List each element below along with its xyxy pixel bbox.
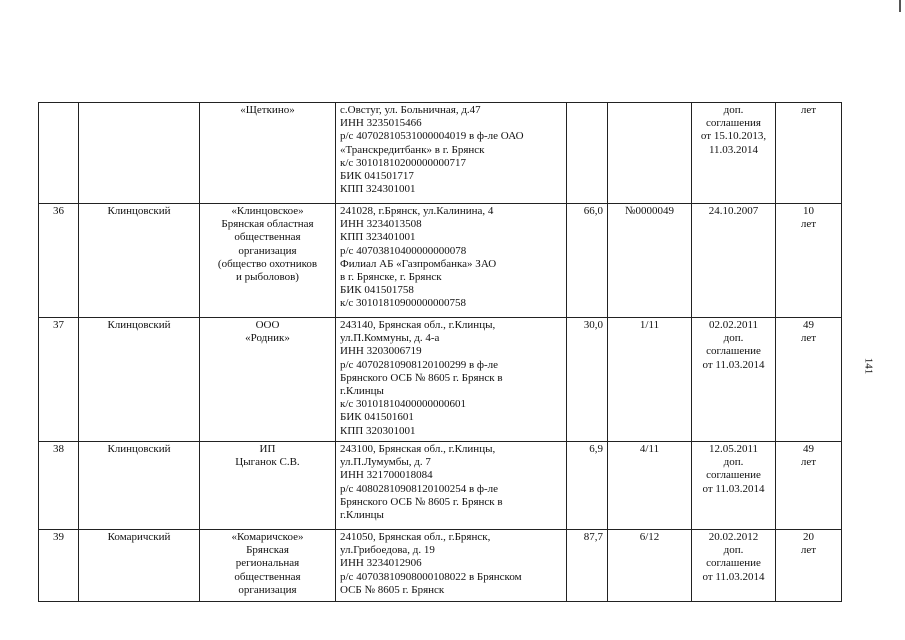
- cell-requisites-line: р/с 40703810908000108022 в Брянском: [340, 570, 522, 583]
- cell-requisites-line: р/с 40802810908120100254 в ф-ле: [340, 482, 499, 495]
- cell-requisites-line: 243100, Брянская обл., г.Клинцы,: [340, 443, 496, 455]
- cell-requisites-line: к/с 30101810200000000717: [340, 156, 467, 169]
- cell-date-line: 24.10.2007: [708, 205, 759, 217]
- cell-term-line: 49: [803, 319, 814, 331]
- table-body: [39, 103, 842, 602]
- cell-requisites: [336, 318, 567, 442]
- cell-organization-line: «Родник»: [245, 332, 290, 345]
- cell-document-number: [608, 103, 692, 204]
- cell-requisites-line: КПП 320301001: [340, 424, 416, 437]
- cell-term: [776, 530, 842, 602]
- cell-requisites-line: ИНН 3235015466: [340, 117, 422, 130]
- cell-date-line: 12.05.2011: [708, 443, 759, 455]
- cell-requisites-line: 241050, Брянская обл., г.Брянск,: [340, 531, 491, 543]
- cell-date: [692, 530, 776, 602]
- cell-requisites-line: ИНН 3203006719: [340, 345, 422, 358]
- cell-date-line: доп.: [723, 544, 744, 557]
- cell-requisites-line: КПП 323401001: [340, 231, 416, 244]
- cell-requisites-line: ИНН 3234013508: [340, 218, 422, 231]
- cell-number: 38: [39, 442, 79, 530]
- cell-requisites-line: 243140, Брянская обл., г.Клинцы,: [340, 319, 496, 331]
- cell-term-line: 49: [803, 443, 814, 455]
- cell-requisites: [336, 204, 567, 318]
- cell-date: [692, 204, 776, 318]
- cell-requisites-line: ИНН 3234012906: [340, 557, 422, 570]
- cell-requisites-line: к/с 30101810900000000758: [340, 297, 467, 310]
- cell-requisites-line: 241028, г.Брянск, ул.Калинина, 4: [340, 205, 494, 217]
- cell-requisites-line: БИК 041501717: [340, 170, 414, 183]
- cell-district: Клинцовский: [79, 204, 200, 318]
- table-row: [39, 103, 842, 204]
- cell-number: [39, 103, 79, 204]
- cell-area: 30,0: [567, 318, 608, 442]
- cell-term-line: лет: [800, 104, 817, 116]
- cell-date-line: соглашения: [706, 117, 761, 130]
- cell-requisites-line: БИК 041501601: [340, 411, 414, 424]
- cell-organization: [200, 318, 336, 442]
- cell-term-line: лет: [800, 544, 817, 557]
- cell-area: [567, 103, 608, 204]
- cell-district: Клинцовский: [79, 318, 200, 442]
- cell-date-line: соглашение: [706, 345, 761, 358]
- cell-organization-line: «Щеткино»: [240, 104, 295, 116]
- cell-document-number: 6/12: [608, 530, 692, 602]
- registry-table: [38, 102, 842, 602]
- cell-term: [776, 103, 842, 204]
- cell-district: Клинцовский: [79, 442, 200, 530]
- cell-term: [776, 442, 842, 530]
- cell-organization-line: Брянская: [246, 544, 289, 557]
- cell-date-line: от 11.03.2014: [702, 358, 765, 371]
- cell-requisites-line: Брянского ОСБ № 8605 г. Брянск в: [340, 495, 503, 508]
- cell-term-line: 20: [803, 531, 814, 543]
- cell-document-number: 4/11: [608, 442, 692, 530]
- cell-requisites-line: г.Клинцы: [340, 509, 384, 522]
- cell-number: 36: [39, 204, 79, 318]
- cell-date-line: 02.02.2011: [708, 319, 759, 331]
- cell-term: [776, 204, 842, 318]
- cell-organization: [200, 530, 336, 602]
- cell-requisites-line: ИНН 321700018084: [340, 469, 433, 482]
- table-row: [39, 318, 842, 442]
- cell-requisites-line: р/с 40702810908120100299 в ф-ле: [340, 358, 499, 371]
- cell-organization-line: региональная: [235, 557, 300, 570]
- cell-organization-line: общественная: [234, 231, 301, 244]
- cell-area: 66,0: [567, 204, 608, 318]
- table-row: [39, 442, 842, 530]
- cell-requisites: [336, 103, 567, 204]
- cell-organization-line: организация: [238, 244, 297, 257]
- cell-requisites-line: р/с 40703810400000000078: [340, 244, 467, 257]
- cell-date-line: от 11.03.2014: [702, 482, 765, 495]
- cell-requisites-line: КПП 324301001: [340, 183, 416, 196]
- cell-requisites: [336, 530, 567, 602]
- table-row: [39, 204, 842, 318]
- cell-organization-line: организация: [238, 583, 297, 596]
- cell-requisites-line: р/с 40702810531000004019 в ф-ле ОАО: [340, 130, 524, 143]
- cell-organization-line: «Клинцовское»: [231, 205, 304, 217]
- cell-requisites-line: Филиал АБ «Газпромбанка» ЗАО: [340, 257, 497, 270]
- cell-date-line: от 15.10.2013,: [700, 130, 767, 143]
- cell-date-line: от 11.03.2014: [702, 570, 765, 583]
- cell-term-line: 10: [803, 205, 814, 217]
- cell-date-line: соглашение: [706, 469, 761, 482]
- cell-organization-line: Брянская областная: [221, 218, 314, 231]
- cell-requisites-line: БИК 041501758: [340, 284, 414, 297]
- cell-requisites-line: в г. Брянске, г. Брянск: [340, 271, 442, 284]
- cell-date-line: доп.: [723, 104, 744, 116]
- cell-requisites-line: г.Клинцы: [340, 385, 384, 398]
- cell-organization-line: Цыганок С.В.: [235, 456, 300, 469]
- cell-number: 37: [39, 318, 79, 442]
- cell-organization-line: «Комаричское»: [231, 531, 304, 543]
- cell-date: [692, 442, 776, 530]
- cell-organization: [200, 442, 336, 530]
- cell-term-line: лет: [800, 332, 817, 345]
- cell-date-line: доп.: [723, 456, 744, 469]
- cell-document-number: 1/11: [608, 318, 692, 442]
- cell-term-line: лет: [800, 218, 817, 231]
- cell-organization-line: общественная: [234, 570, 301, 583]
- cell-requisites-line: с.Овстуг, ул. Больничная, д.47: [340, 104, 481, 116]
- cell-term-line: лет: [800, 456, 817, 469]
- cell-document-number: №0000049: [608, 204, 692, 318]
- page-number: 141: [862, 357, 875, 375]
- cell-date-line: соглашение: [706, 557, 761, 570]
- cell-date-line: 20.02.2012: [708, 531, 759, 543]
- cell-requisites-line: к/с 30101810400000000601: [340, 398, 467, 411]
- cell-area: 87,7: [567, 530, 608, 602]
- cell-requisites-line: ул.П.Лумумбы, д. 7: [340, 456, 431, 469]
- cell-district: [79, 103, 200, 204]
- cell-organization: [200, 204, 336, 318]
- cell-number: 39: [39, 530, 79, 602]
- cell-requisites-line: Брянского ОСБ № 8605 г. Брянск в: [340, 371, 503, 384]
- edge-scan-mark: [899, 0, 901, 12]
- cell-requisites-line: «Транскредитбанк» в г. Брянск: [340, 143, 485, 156]
- cell-date-line: доп.: [723, 332, 744, 345]
- cell-organization-line: и рыболовов): [236, 271, 299, 284]
- table-row: [39, 530, 842, 602]
- cell-district: Комаричский: [79, 530, 200, 602]
- cell-requisites-line: ул.П.Коммуны, д. 4-а: [340, 332, 440, 345]
- cell-organization: [200, 103, 336, 204]
- cell-requisites: [336, 442, 567, 530]
- cell-date: [692, 318, 776, 442]
- cell-organization-line: (общество охотников: [217, 257, 318, 270]
- cell-organization-line: ИП: [259, 443, 276, 455]
- cell-term: [776, 318, 842, 442]
- cell-date-line: 11.03.2014: [708, 143, 759, 156]
- cell-area: 6,9: [567, 442, 608, 530]
- cell-requisites-line: ОСБ № 8605 г. Брянск: [340, 583, 445, 596]
- cell-requisites-line: ул.Грибоедова, д. 19: [340, 544, 435, 557]
- cell-organization-line: ООО: [255, 319, 280, 331]
- cell-date: [692, 103, 776, 204]
